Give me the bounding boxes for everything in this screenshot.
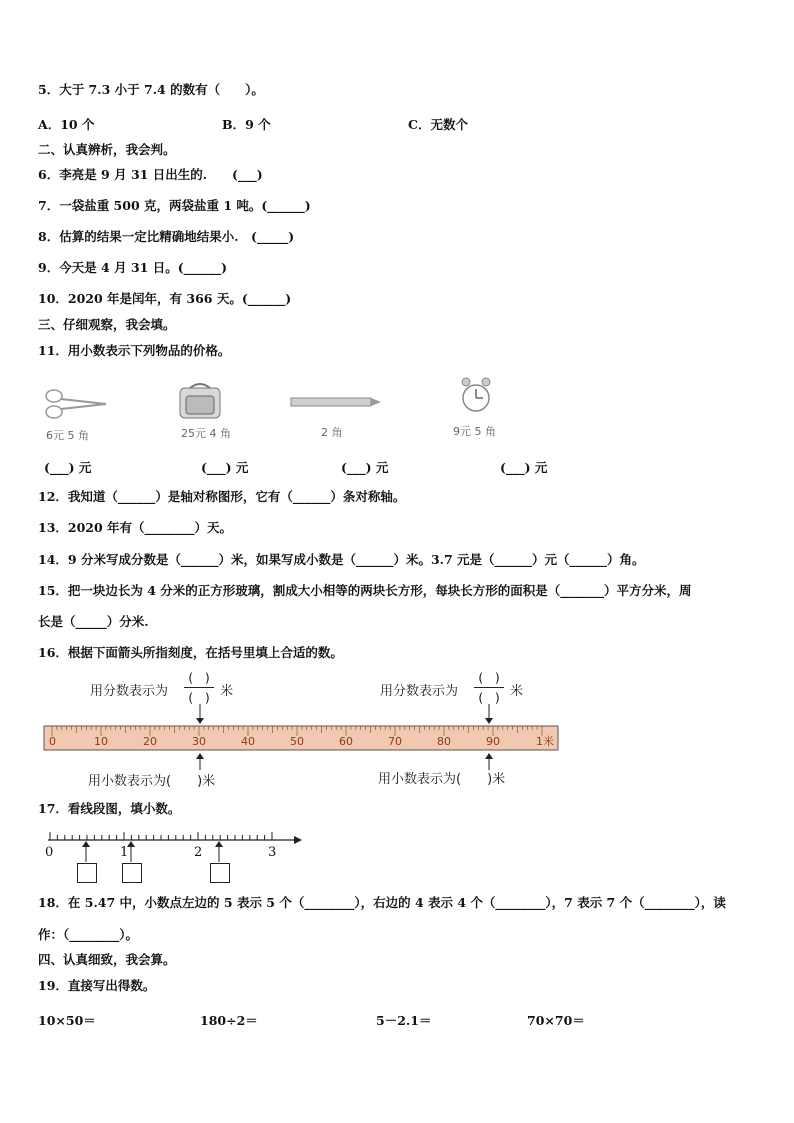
q11-answer-1: (___) 元: [44, 460, 92, 475]
answer-box[interactable]: [210, 863, 230, 883]
arrow-right-icon: [294, 836, 302, 844]
q16-fraction-label-left: 用分数表示为: [90, 684, 169, 699]
question-14: 14．9 分米写成分数是（______）米，如果写成小数是（______）米。3.7 元是（______）元（______）角。: [38, 552, 645, 567]
answer-box[interactable]: [122, 863, 142, 883]
arrow-down-icon: [196, 718, 204, 724]
q19-item-2: 180÷2＝: [200, 1013, 258, 1028]
number-line-label: 1: [120, 845, 129, 860]
question-7: 7．一袋盐重 500 克，两袋盐重 1 吨。(______): [38, 198, 311, 213]
question-19-stem: 19．直接写出得数。: [38, 978, 156, 993]
q11-price-4: 9元 5 角: [453, 425, 496, 438]
q16-fraction-label-right: 用分数表示为: [380, 684, 459, 699]
arrow-up-icon: [485, 753, 493, 759]
ruler-label: 1米: [536, 735, 554, 748]
question-6: 6．李亮是 9 月 31 日出生的. (___): [38, 167, 263, 182]
q11-answer-4: (___) 元: [500, 460, 548, 475]
answer-box[interactable]: [77, 863, 97, 883]
section-2-heading: 二、认真辨析，我会判。: [38, 142, 176, 157]
ruler-label: 10: [94, 735, 108, 748]
number-line-label: 3: [268, 845, 277, 860]
ruler-label: 80: [437, 735, 451, 748]
q11-price-1: 6元 5 角: [46, 429, 89, 442]
q11-answer-3: (___) 元: [341, 460, 389, 475]
arrow-up-icon: [127, 841, 135, 847]
q5-option-a: A．10 个: [38, 117, 95, 132]
arrow-up-icon: [215, 841, 223, 847]
number-line-label: 0: [45, 845, 54, 860]
question-9: 9．今天是 4 月 31 日。(______): [38, 260, 228, 275]
ruler-label: 50: [290, 735, 304, 748]
number-line-label: 2: [194, 845, 203, 860]
q19-item-3: 5－2.1＝: [376, 1013, 432, 1028]
section-4-heading: 四、认真细致，我会算。: [38, 952, 176, 967]
ruler-label: 20: [143, 735, 157, 748]
arrow-up-icon: [82, 841, 90, 847]
q5-option-b: B．9 个: [222, 117, 271, 132]
question-10: 10．2020 年是闰年，有 366 天。(______): [38, 291, 292, 306]
q5-option-c: C．无数个: [408, 117, 468, 132]
ruler-label: 30: [192, 735, 206, 748]
q16-unit-left: 米: [220, 684, 234, 699]
ruler-diagram: [40, 700, 565, 775]
q16-decimal-label-left: 用小数表示为( )米: [88, 774, 216, 789]
alarm-clock-icon: [458, 374, 494, 416]
ruler-label: 60: [339, 735, 353, 748]
section-3-heading: 三、仔细观察，我会填。: [38, 317, 176, 332]
question-12: 12．我知道（______）是轴对称图形，它有（______）条对称轴。: [38, 489, 406, 504]
q16-unit-right: 米: [510, 684, 524, 699]
ruler-label: 0: [49, 735, 56, 748]
ruler-label: 40: [241, 735, 255, 748]
question-16-stem: 16．根据下面箭头所指刻度，在括号里填上合适的数。: [38, 645, 343, 660]
q11-price-2: 25元 4 角: [181, 427, 231, 440]
question-8: 8．估算的结果一定比精确地结果小. (_____): [38, 229, 295, 244]
ruler-label: 70: [388, 735, 402, 748]
ruler-label: 90: [486, 735, 500, 748]
question-17-stem: 17．看线段图，填小数。: [38, 801, 181, 816]
scissors-icon: [44, 386, 110, 422]
q16-fraction-blank-right: ( ) ( ): [474, 669, 504, 706]
question-15-line-2: 长是（_____）分米.: [38, 614, 149, 629]
q11-answer-2: (___) 元: [201, 460, 249, 475]
question-11-stem: 11．用小数表示下列物品的价格。: [38, 343, 231, 358]
question-15-line-1: 15．把一块边长为 4 分米的正方形玻璃，割成大小相等的两块长方形，每块长方形的面积是（_______）平方分米，周: [38, 583, 692, 598]
question-18-line-1: 18．在 5.47 中，小数点左边的 5 表示 5 个（________），右边的 4 表示 4 个（________），7 表示 7 个（________），读: [38, 895, 726, 910]
question-5-stem: 5．大于 7.3 小于 7.4 的数有（ ）。: [38, 82, 264, 97]
q16-decimal-label-right: 用小数表示为( )米: [378, 772, 506, 787]
q11-price-3: 2 角: [321, 426, 343, 439]
question-18-line-2: 作：（________）。: [38, 927, 139, 942]
q19-item-4: 70×70＝: [527, 1013, 585, 1028]
pencil-icon: [290, 396, 382, 408]
q16-fraction-blank-left: ( ) ( ): [184, 669, 214, 706]
schoolbag-icon: [176, 382, 224, 422]
arrow-up-icon: [196, 753, 204, 759]
question-13: 13．2020 年有（________）天。: [38, 520, 233, 535]
q19-item-1: 10×50＝: [38, 1013, 96, 1028]
arrow-down-icon: [485, 718, 493, 724]
